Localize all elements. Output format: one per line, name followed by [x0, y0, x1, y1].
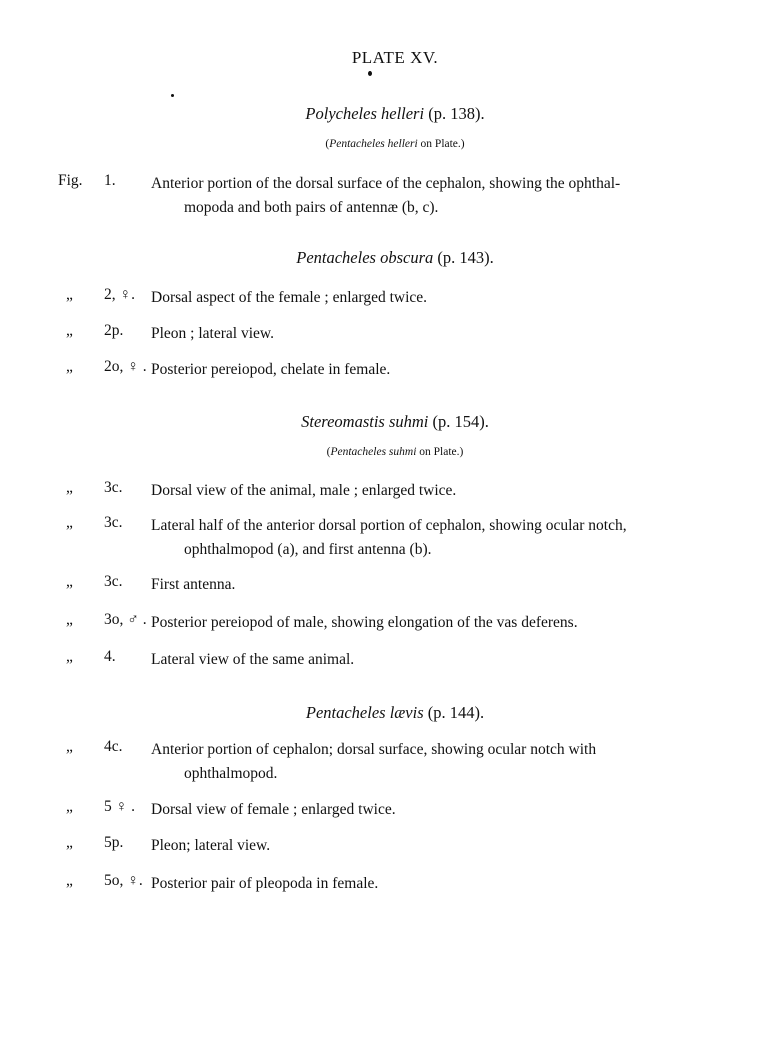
plate-note-text: on Plate.)	[417, 138, 465, 150]
figure-number: 3o, ♂ .	[104, 611, 147, 628]
plate-name-note: (Pentacheles suhmi on Plate.)	[326, 446, 464, 458]
description-line: Anterior portion of the dorsal surface of the cephalon, showing the ophthal-	[151, 175, 621, 192]
figure-number: 3c.	[104, 514, 123, 531]
plate-species-name: Pentacheles suhmi	[330, 446, 417, 458]
ditto-marker: „	[66, 514, 73, 531]
figure-description: Dorsal aspect of the female ; enlarged twice.	[151, 289, 428, 306]
description-line: mopoda and both pairs of antennæ (b, c).	[184, 199, 439, 216]
plate-note-text: on Plate.)	[416, 446, 464, 458]
ditto-marker: „	[66, 648, 73, 665]
description-line: Lateral half of the anterior dorsal portion of cephalon, showing ocular notch,	[151, 517, 627, 534]
ditto-marker: „	[66, 322, 73, 339]
species-name: Pentacheles lævis	[305, 703, 424, 722]
ditto-marker: „	[66, 872, 73, 889]
species-name: Stereomastis suhmi	[301, 412, 429, 431]
entry-marker: Fig.	[58, 172, 83, 189]
figure-description	[151, 172, 731, 220]
ditto-marker: „	[66, 479, 73, 496]
description-line: ophthalmopod (a), and first antenna (b).	[184, 541, 432, 558]
plate-species-name: Pentacheles helleri	[329, 138, 418, 150]
figure-description: Dorsal view of the animal, male ; enlarged twice.	[151, 482, 457, 499]
figure-description: Posterior pereiopod, chelate in female.	[151, 361, 391, 378]
ditto-marker: „	[66, 611, 73, 628]
species-name: Pentacheles obscura	[296, 248, 434, 267]
ditto-marker: „	[66, 738, 73, 755]
species-heading	[0, 703, 776, 723]
figure-number: 4c.	[104, 738, 123, 755]
figure-number: 5o, ♀.	[104, 872, 143, 889]
species-heading	[0, 412, 776, 432]
print-speck	[368, 71, 372, 76]
figure-description: Dorsal view of female ; enlarged twice.	[151, 801, 396, 818]
figure-number: 3c.	[104, 479, 123, 496]
description-line: Anterior portion of cephalon; dorsal surface, showing ocular notch with	[151, 741, 597, 758]
print-speck	[171, 94, 174, 97]
page-reference: (p. 138).	[428, 104, 485, 123]
page-reference: (p. 143).	[437, 248, 494, 267]
figure-number: 5p.	[104, 834, 124, 851]
figure-description: Pleon; lateral view.	[151, 837, 271, 854]
species-heading	[0, 248, 776, 268]
figure-number: 2, ♀.	[104, 286, 135, 303]
ditto-marker: „	[66, 798, 73, 815]
ditto-marker: „	[66, 358, 73, 375]
figure-description	[151, 514, 731, 562]
figure-description: Pleon ; lateral view.	[151, 325, 274, 342]
figure-description: Posterior pereiopod of male, showing elongation of the vas deferens.	[151, 614, 578, 631]
figure-description	[151, 738, 731, 786]
page-reference: (p. 154).	[432, 412, 489, 431]
figure-number: 4.	[104, 648, 116, 665]
figure-description: Posterior pair of pleopoda in female.	[151, 875, 379, 892]
figure-number: 2o, ♀ .	[104, 358, 147, 375]
figure-number: 3c.	[104, 573, 123, 590]
figure-description: First antenna.	[151, 576, 236, 593]
species-heading	[0, 104, 776, 124]
figure-number: 2p.	[104, 322, 124, 339]
figure-number: 1.	[104, 172, 116, 189]
ditto-marker: „	[66, 286, 73, 303]
species-name: Polycheles helleri	[305, 104, 425, 123]
ditto-marker: „	[66, 834, 73, 851]
figure-description: Lateral view of the same animal.	[151, 651, 355, 668]
ditto-marker: „	[66, 573, 73, 590]
plate-title: PLATE XV.	[351, 48, 439, 67]
plate-name-note: (Pentacheles helleri on Plate.)	[325, 138, 465, 150]
figure-number: 5 ♀ .	[104, 798, 135, 815]
page-reference: (p. 144).	[427, 703, 485, 722]
description-line: ophthalmopod.	[184, 765, 278, 782]
